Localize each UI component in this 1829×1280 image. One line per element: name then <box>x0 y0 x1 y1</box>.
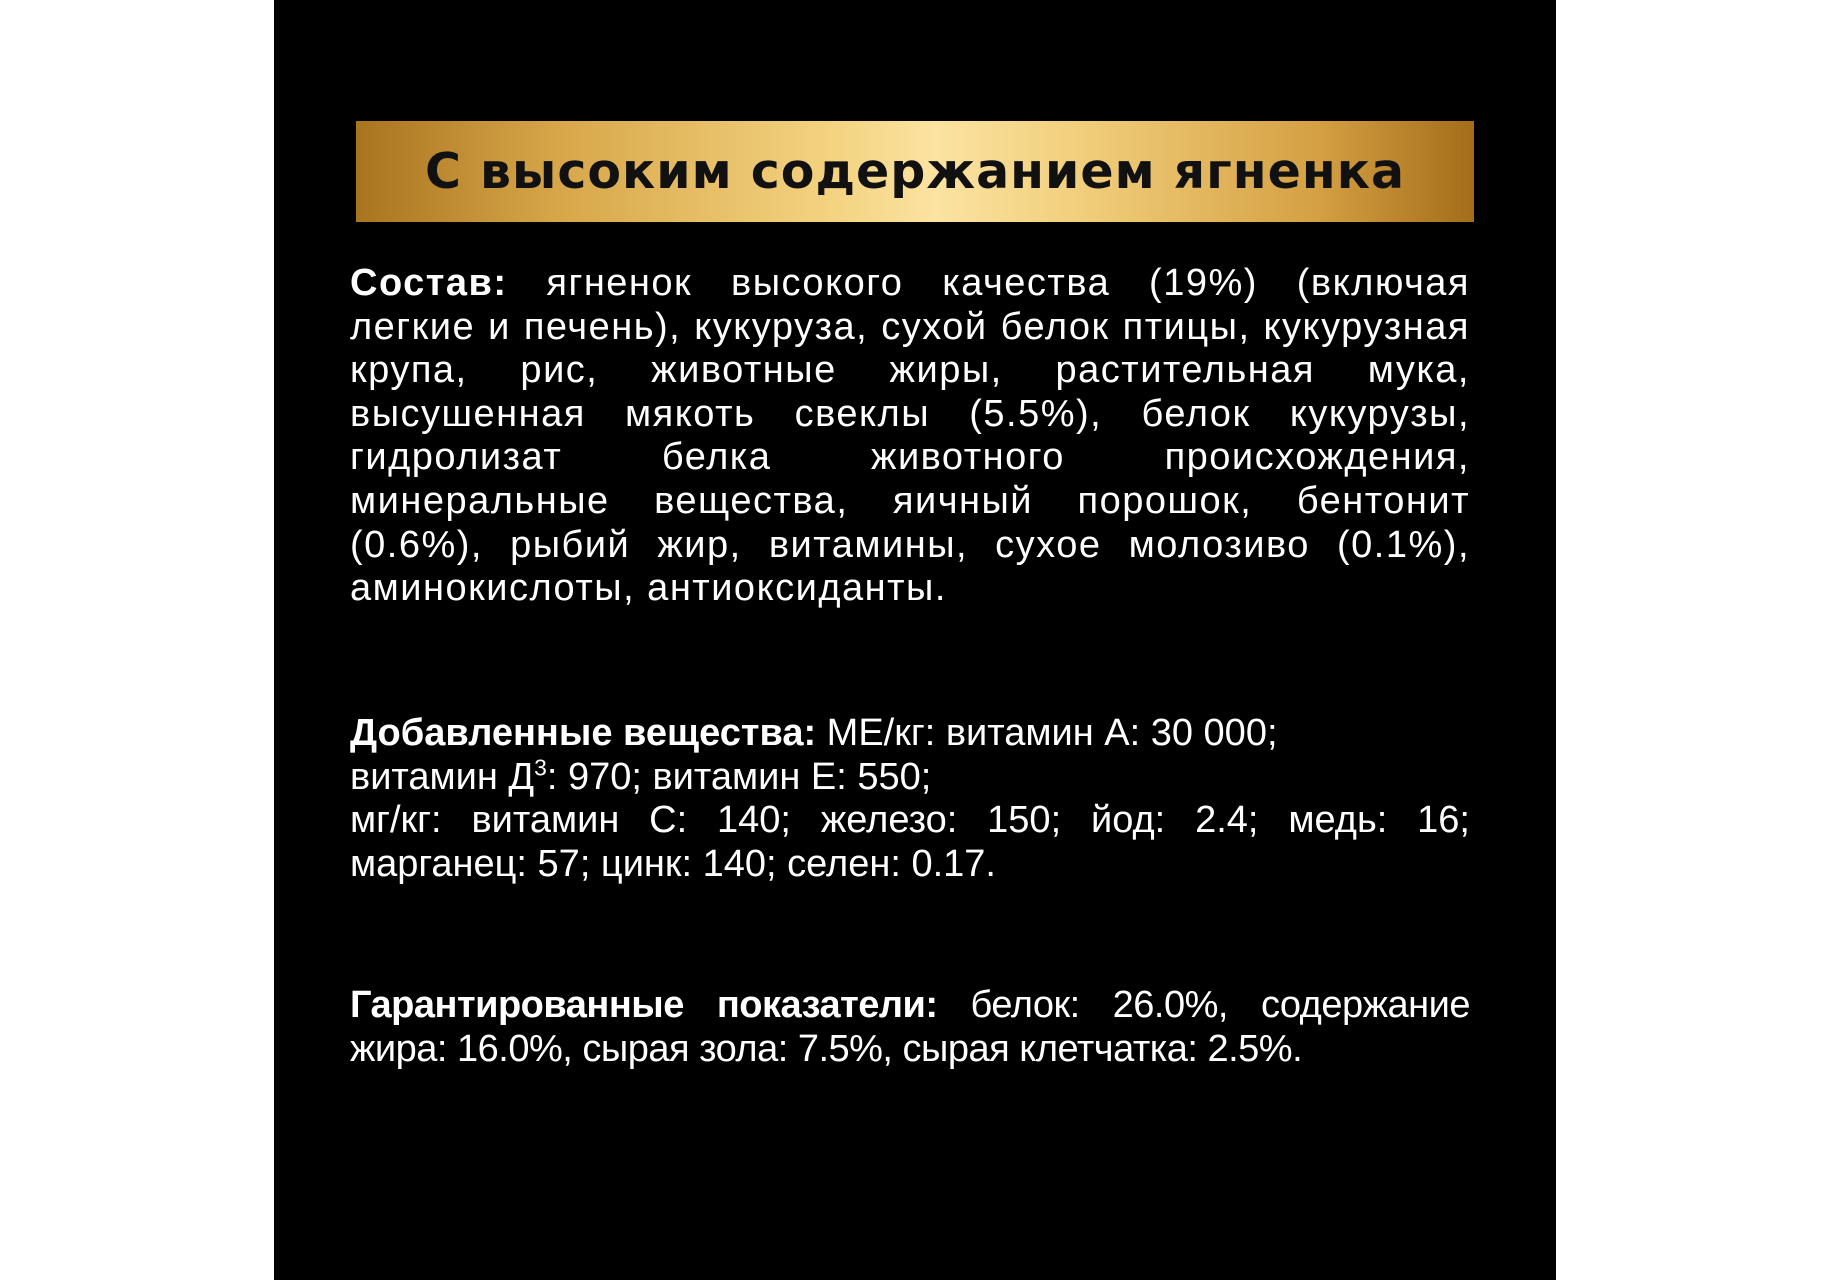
banner-title: С высоким содержанием ягненка <box>424 143 1406 200</box>
vitamin-d-superscript: 3 <box>534 753 547 780</box>
guaranteed-text: белок: 26.0%, содержание жира: 16.0%, сырая зола: 7.5%, сырая клетчатка: 2.5%. <box>350 984 1471 1070</box>
vitamin-d-label: витамин Д <box>350 755 535 798</box>
additives-mg-line: мг/кг: витамин С: 140; железо: 150; йод: 2.4; медь: 16; марганец: 57; цинк: 140; селен: 0.17. <box>350 799 1470 885</box>
title-banner <box>356 121 1474 222</box>
composition-text: ягненок высокого качества (19%) (включая легкие и печень), кукуруза, сухой белок птицы, кукурузная крупа, рис, животные жиры, растительная мука, высушенная мякоть свеклы (5.5%), белок кукурузы, гидролизат белка животного происхождения, минеральные вещества, яичный порошок, бентонит (0.6%), рыбий жир, витамины, сухое молозиво (0.1%), аминокислоты, антиоксиданты. <box>350 262 1470 610</box>
composition-label: Состав: <box>350 262 508 304</box>
additives-row-2 <box>350 753 1470 800</box>
product-info-panel <box>274 0 1556 1280</box>
additives-section <box>350 712 1470 886</box>
composition-section <box>350 262 1470 611</box>
additives-row-3 <box>350 799 1470 886</box>
additives-row-1 <box>350 712 1470 756</box>
additives-vitamin-line: : 970; витамин Е: 550; <box>546 755 932 798</box>
additives-label: Добавленные вещества: <box>350 712 817 754</box>
additives-iu-line: МЕ/кг: витамин А: 30 000; <box>816 712 1278 754</box>
guaranteed-label: Гарантированные показатели: <box>350 984 938 1026</box>
guaranteed-section <box>350 984 1470 1071</box>
